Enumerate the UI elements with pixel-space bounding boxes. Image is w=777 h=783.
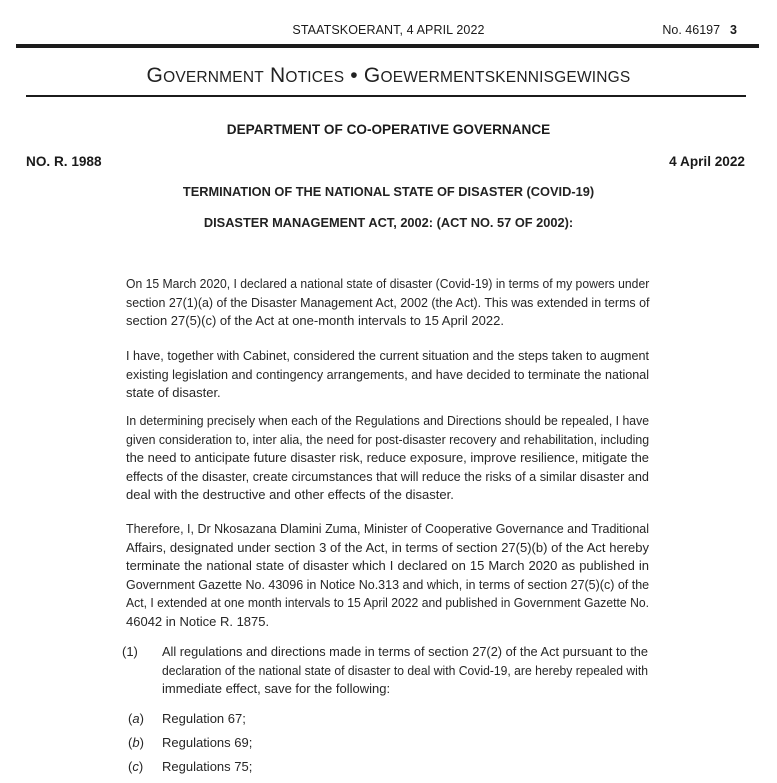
header-rule-thin xyxy=(26,95,746,97)
text-line: Government Gazette No. 43096 in Notice No.313 and which, in terms of section 27(5)(c) of the xyxy=(126,576,650,592)
item-number: (1) xyxy=(122,644,138,659)
section-title-initial: N xyxy=(269,64,286,87)
text-line: existing legislation and contingency arrangements, and have decided to terminate the national xyxy=(126,366,649,382)
text-line: Act, I extended at one month intervals to 15 April 2022 and published in Government Gazette No. xyxy=(126,595,649,610)
text-line: the need to anticipate future disaster risk, reduce exposure, improve resilience, mitigate the xyxy=(126,450,649,465)
text-line: effects of the disaster, create circumstances that will reduce the risks of a similar disaster and xyxy=(126,468,649,484)
text-line: terminate the national state of disaster which I declared on 15 March 2020 as published in xyxy=(126,558,649,573)
sub-item-label xyxy=(128,711,144,726)
paren: ) xyxy=(138,759,144,774)
sub-item-letter: b xyxy=(132,735,140,750)
section-title-initial: G xyxy=(363,64,381,87)
sub-item-letter: c xyxy=(132,759,139,774)
paren: ( xyxy=(128,735,133,750)
paren: ) xyxy=(139,735,144,750)
gazette-issue xyxy=(662,23,737,37)
text-line: All regulations and directions made in terms of section 27(2) of the Act pursuant to the xyxy=(162,644,648,659)
item-text xyxy=(162,643,648,699)
sub-item-text: Regulations 69; xyxy=(162,735,253,750)
gazette-title: STAATSKOERANT, 4 APRIL 2022 xyxy=(292,23,485,37)
paragraph-declaration xyxy=(126,275,649,331)
section-title-text: OVERNMENT xyxy=(163,69,264,86)
text-line: state of disaster. xyxy=(126,385,221,400)
text-line: section 27(5)(c) of the Act at one-month intervals to 15 April 2022. xyxy=(126,313,504,328)
text-line: section 27(1)(a) of the Disaster Management Act, 2002 (the Act). This was extended in terms of xyxy=(126,294,650,310)
section-title-text: OTICES xyxy=(285,69,345,86)
text-line: given consideration to, inter alia, the need for post-disaster recovery and rehabilitation, including xyxy=(126,431,650,447)
text-line: deal with the destructive and other effects of the disaster. xyxy=(126,487,454,502)
sub-item-text: Regulations 75; xyxy=(162,759,253,774)
page-number: 3 xyxy=(730,23,737,37)
text-line: Affairs, designated under section 3 of the Act, in terms of section 27(5)(b) of the Act hereby xyxy=(126,539,649,555)
sub-item-text: Regulation 67; xyxy=(162,711,246,726)
text-line: immediate effect, save for the following: xyxy=(162,681,391,696)
paren: ) xyxy=(139,711,144,726)
running-head xyxy=(0,23,777,41)
sub-item-letter: a xyxy=(132,711,140,726)
text-line: Therefore, I, Dr Nkosazana Dlamini Zuma, Minister of Cooperative Governance and Traditional xyxy=(126,521,649,536)
paragraph-termination xyxy=(126,520,649,631)
gazette-number: No. 46197 xyxy=(662,23,721,37)
paren: ( xyxy=(128,759,133,774)
paragraph-considerations xyxy=(126,412,649,505)
bullet-separator: • xyxy=(350,64,358,87)
header-rule-thick xyxy=(16,44,759,48)
section-title xyxy=(0,64,777,88)
notice-heading: TERMINATION OF THE NATIONAL STATE OF DISASTER (COVID-19) xyxy=(182,184,595,199)
paragraph-cabinet xyxy=(126,347,649,403)
sub-item-label xyxy=(128,735,144,750)
section-title-initial: G xyxy=(146,64,164,87)
text-line: In determining precisely when each of the Regulations and Directions should be repealed, I have xyxy=(126,413,649,428)
text-line: declaration of the national state of disaster to deal with Covid-19, are hereby repealed with xyxy=(162,662,648,678)
notice-date: 4 April 2022 xyxy=(669,154,745,169)
act-heading: DISASTER MANAGEMENT ACT, 2002: (ACT NO. 57 OF 2002): xyxy=(203,215,574,230)
department-name: DEPARTMENT OF CO-OPERATIVE GOVERNANCE xyxy=(226,122,551,137)
paren: ( xyxy=(128,711,133,726)
notice-number: NO. R. 1988 xyxy=(26,154,102,169)
text-line: On 15 March 2020, I declared a national state of disaster (Covid-19) in terms of my powers under xyxy=(126,276,650,291)
text-line: 46042 in Notice R. 1875. xyxy=(126,613,270,629)
text-line: I have, together with Cabinet, considered the current situation and the steps taken to augment xyxy=(126,348,649,363)
sub-item-label xyxy=(128,759,143,774)
section-title-text: OEWERMENTSKENNISGEWINGS xyxy=(380,69,631,86)
